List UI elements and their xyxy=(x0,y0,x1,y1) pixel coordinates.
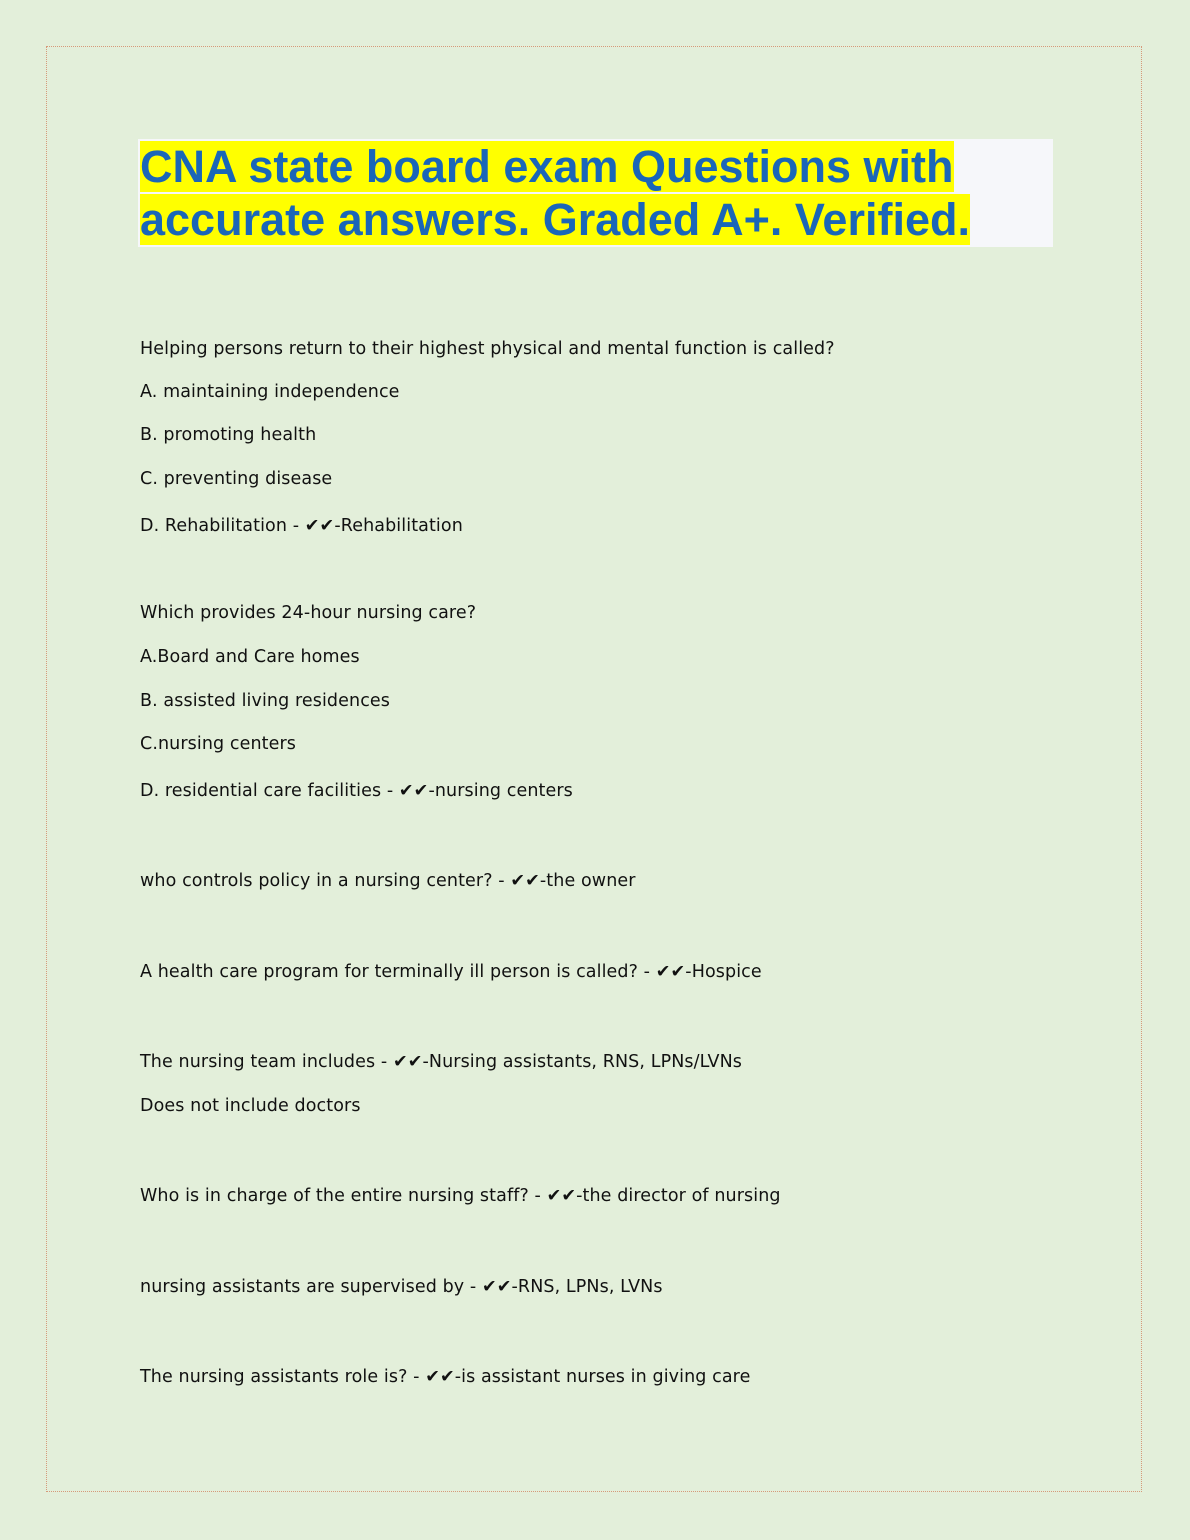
question-7-answer: nursing assistants are supervised by - ✔✔-RNS, LPNs, LVNs xyxy=(140,1277,663,1297)
question-2-option-b: B. assisted living residences xyxy=(140,691,391,711)
question-2-option-d-answer: D. residential care facilities - ✔✔-nursing centers xyxy=(140,781,573,801)
question-1-option-b: B. promoting health xyxy=(140,425,317,445)
title-line-1: CNA state board exam Questions with xyxy=(140,141,954,192)
question-2-text: Which provides 24-hour nursing care? xyxy=(140,603,477,623)
title-line-2: accurate answers. Graded A+. Verified. xyxy=(140,194,970,245)
question-1-text: Helping persons return to their highest physical and mental function is called? xyxy=(140,339,835,359)
question-2-option-a: A.Board and Care homes xyxy=(140,647,360,667)
question-1-option-d-answer: D. Rehabilitation - ✔✔-Rehabilitation xyxy=(140,516,463,536)
question-5-note: Does not include doctors xyxy=(140,1096,361,1116)
question-1-option-a: A. maintaining independence xyxy=(140,382,400,402)
question-1-option-c: C. preventing disease xyxy=(140,469,333,489)
question-5-answer: The nursing team includes - ✔✔-Nursing assistants, RNS, LPNs/LVNs xyxy=(140,1052,743,1072)
question-3-answer: who controls policy in a nursing center? - ✔✔-the owner xyxy=(140,871,636,891)
question-2-option-c: C.nursing centers xyxy=(140,734,297,754)
question-6-answer: Who is in charge of the entire nursing staff? - ✔✔-the director of nursing xyxy=(140,1186,781,1206)
question-4-answer: A health care program for terminally ill person is called? - ✔✔-Hospice xyxy=(140,962,762,982)
question-8-answer: The nursing assistants role is? - ✔✔-is assistant nurses in giving care xyxy=(140,1367,751,1387)
document-title xyxy=(140,140,1020,246)
